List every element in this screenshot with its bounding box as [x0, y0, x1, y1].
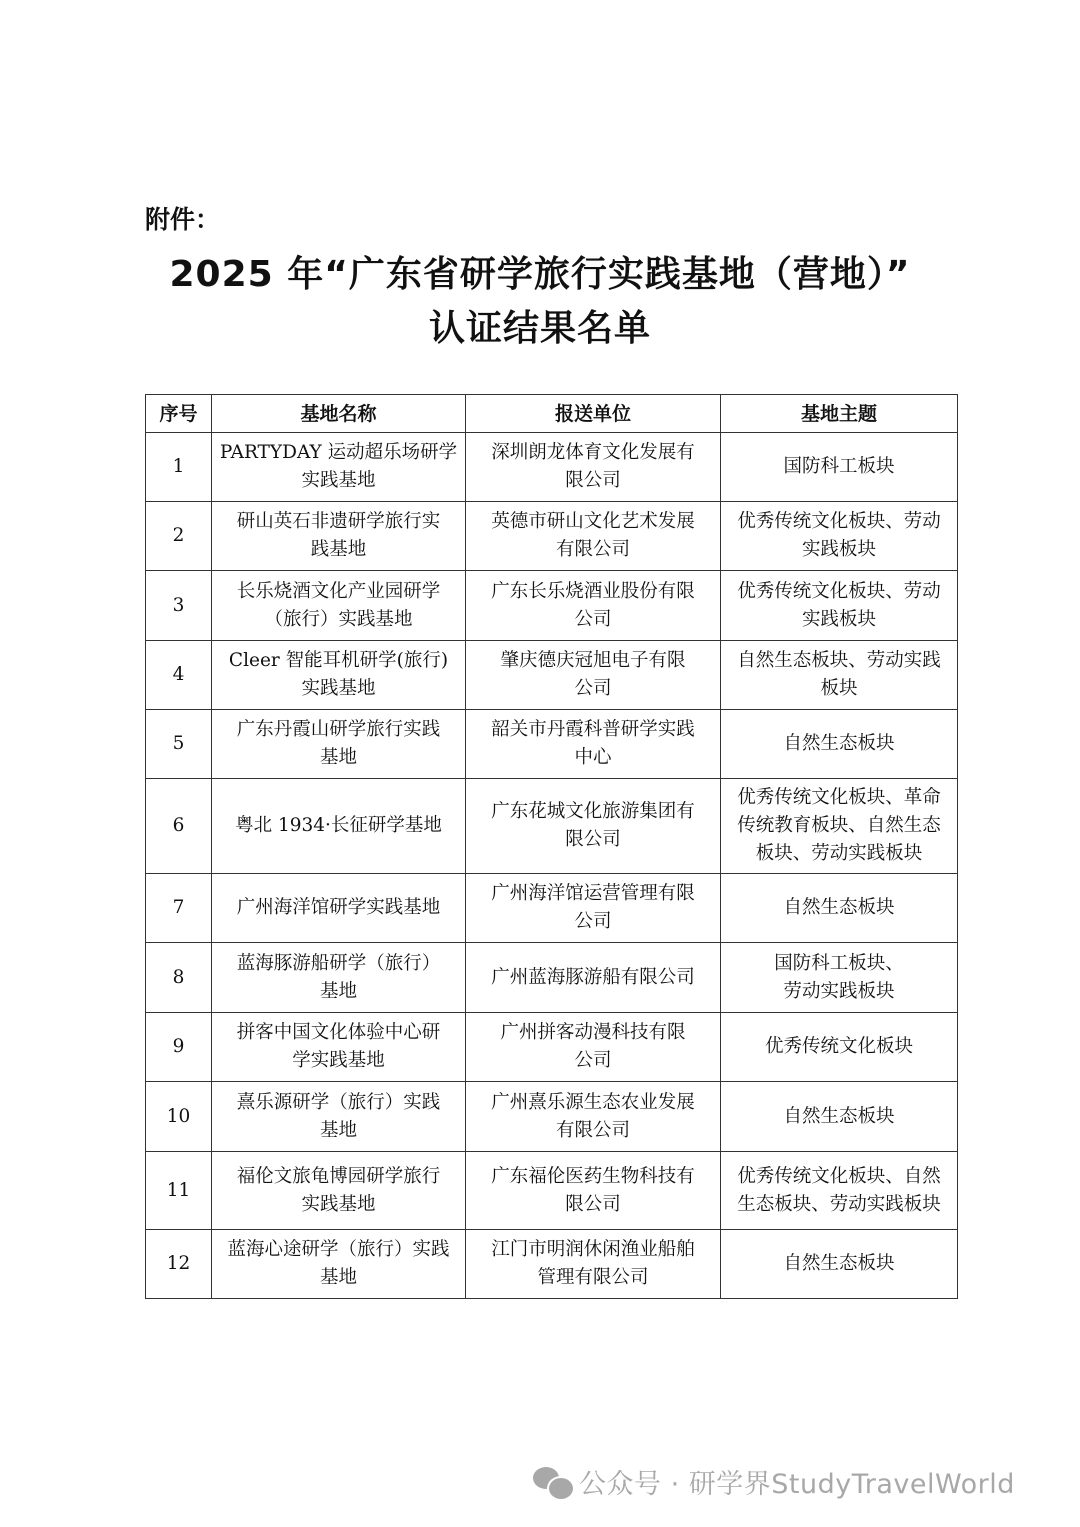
cell-line: 深圳朗龙体育文化发展有 — [491, 442, 695, 463]
cell-line: 学实践基地 — [292, 1050, 385, 1071]
cell-no: 8 — [146, 943, 212, 1013]
cell-line: 基地 — [319, 1267, 357, 1288]
cell-no: 6 — [146, 779, 212, 874]
document-title-line1: 2025 年“广东省研学旅行实践基地（营地）” — [169, 254, 911, 295]
cell-name — [212, 710, 466, 779]
cell-theme — [721, 874, 958, 943]
cell-name — [212, 943, 466, 1013]
cell-line: 实践板块 — [801, 608, 876, 630]
cell-line: 广东福伦医药生物科技有 — [491, 1165, 695, 1187]
cell-no: 12 — [146, 1230, 212, 1299]
cell-line: 英德市研山文化艺术发展 — [491, 511, 695, 532]
cell-theme — [721, 1013, 958, 1082]
cell-line: 自然生态板块 — [783, 1253, 895, 1274]
cell-line: 优秀传统文化板块、劳动 — [737, 511, 941, 532]
cell-theme — [721, 710, 958, 779]
attachment-label: 附件： — [145, 205, 221, 234]
cell-line: 管理有限公司 — [537, 1267, 649, 1288]
cell-unit — [466, 1152, 721, 1230]
cell-theme — [721, 641, 958, 710]
cell-line: 基地 — [319, 1119, 357, 1141]
cell-line: 公司 — [574, 1050, 612, 1071]
cell-unit — [466, 433, 721, 502]
cell-name — [212, 779, 466, 874]
cell-theme — [721, 433, 958, 502]
cell-unit — [466, 779, 721, 874]
cell-no: 3 — [146, 571, 212, 641]
table-row — [146, 1013, 958, 1082]
cell-line: 有限公司 — [555, 1119, 630, 1141]
cell-line: 传统教育板块、自然生态 — [737, 815, 941, 836]
cell-no: 7 — [146, 874, 212, 943]
cell-line: 自然生态板块、劳动实践 — [737, 650, 941, 671]
cell-theme — [721, 571, 958, 641]
document-title-line2: 认证结果名单 — [428, 308, 651, 349]
table-row — [146, 641, 958, 710]
cell-line: 研山英石非遗研学旅行实 — [236, 511, 441, 532]
table-row — [146, 710, 958, 779]
cell-theme — [721, 779, 958, 874]
wechat-icon — [533, 1465, 571, 1499]
cell-line: 自然生态板块 — [783, 897, 895, 918]
cell-unit — [466, 571, 721, 641]
cell-line: 广州熹乐源生态农业发展 — [491, 1091, 695, 1113]
cell-line: 实践基地 — [301, 470, 376, 491]
cell-line: 广州拼客动漫科技有限 — [500, 1022, 686, 1043]
cell-line: 韶关市丹霞科普研学实践 — [491, 719, 695, 740]
header-name: 基地名称 — [212, 395, 466, 433]
cell-name — [212, 433, 466, 502]
cell-name — [212, 1082, 466, 1152]
cell-line: 公司 — [574, 678, 612, 699]
cell-line: 拼客中国文化体验中心研 — [236, 1022, 441, 1043]
cell-line: 广东花城文化旅游集团有 — [491, 801, 695, 822]
cell-name — [212, 1230, 466, 1299]
footer-text: 公众号 · 研学界StudyTravelWorld — [579, 1469, 1015, 1500]
cell-line: 基地 — [319, 747, 357, 768]
cell-no: 2 — [146, 502, 212, 571]
cell-name — [212, 1152, 466, 1230]
cell-line: 实践基地 — [301, 1193, 376, 1215]
cell-line: 广州海洋馆运营管理有限 — [491, 883, 695, 904]
cell-no: 5 — [146, 710, 212, 779]
header-theme: 基地主题 — [721, 395, 958, 433]
cell-line: 优秀传统文化板块 — [764, 1036, 913, 1057]
cell-unit — [466, 943, 721, 1013]
cell-line: 践基地 — [310, 539, 367, 560]
cell-line: 广州海洋馆研学实践基地 — [236, 897, 441, 918]
results-table — [145, 394, 958, 1299]
cell-line: 劳动实践板块 — [783, 980, 895, 1002]
cell-line: 限公司 — [565, 829, 621, 850]
cell-line: 肇庆德庆冠旭电子有限 — [500, 650, 686, 671]
cell-line: 板块 — [820, 678, 858, 699]
cell-line: 生态板块、劳动实践板块 — [737, 1193, 941, 1215]
cell-line: 广州蓝海豚游船有限公司 — [491, 966, 695, 988]
cell-unit — [466, 641, 721, 710]
cell-line: 熹乐源研学（旅行）实践 — [236, 1091, 441, 1113]
cell-name — [212, 571, 466, 641]
cell-unit — [466, 710, 721, 779]
table-row — [146, 433, 958, 502]
cell-line: 板块、劳动实践板块 — [755, 843, 923, 864]
cell-line: 蓝海心途研学（旅行）实践 — [227, 1239, 450, 1260]
cell-name — [212, 1013, 466, 1082]
cell-theme — [721, 1230, 958, 1299]
table-row — [146, 779, 958, 874]
cell-line: 粤北 1934·长征研学基地 — [235, 815, 442, 836]
table-row — [146, 1152, 958, 1230]
cell-theme — [721, 943, 958, 1013]
table-row — [146, 1230, 958, 1299]
cell-line: 福伦文旅龟博园研学旅行 — [236, 1165, 441, 1187]
cell-line: 实践基地 — [301, 678, 376, 699]
cell-line: 国防科工板块、 — [774, 952, 904, 974]
cell-line: 限公司 — [565, 470, 621, 491]
table-body — [146, 433, 958, 1299]
header-no: 序号 — [146, 395, 212, 433]
cell-line: Cleer 智能耳机研学(旅行) — [228, 650, 449, 671]
cell-line: 公司 — [574, 911, 612, 932]
cell-line: 限公司 — [565, 1193, 621, 1215]
cell-line: 广东长乐烧酒业股份有限 — [491, 580, 695, 602]
table-row — [146, 571, 958, 641]
cell-theme — [721, 1152, 958, 1230]
watermark-footer — [533, 1462, 1015, 1501]
table-row — [146, 502, 958, 571]
cell-line: 有限公司 — [555, 539, 630, 560]
cell-line: 江门市明润休闲渔业船舶 — [491, 1239, 695, 1260]
cell-line: PARTYDAY 运动超乐场研学 — [219, 442, 458, 463]
cell-no: 4 — [146, 641, 212, 710]
cell-line: 基地 — [319, 980, 357, 1002]
cell-line: 中心 — [574, 747, 612, 768]
cell-theme — [721, 502, 958, 571]
cell-line: 国防科工板块 — [783, 456, 895, 477]
cell-line: 优秀传统文化板块、自然 — [737, 1165, 941, 1187]
cell-line: 自然生态板块 — [783, 1105, 895, 1127]
cell-unit — [466, 1013, 721, 1082]
cell-line: 长乐烧酒文化产业园研学 — [236, 580, 441, 602]
cell-line: 公司 — [574, 608, 612, 630]
table-header-row — [146, 395, 958, 433]
cell-name — [212, 641, 466, 710]
cell-unit — [466, 502, 721, 571]
cell-no: 11 — [146, 1152, 212, 1230]
table-row — [146, 874, 958, 943]
cell-line: 自然生态板块 — [783, 733, 895, 754]
cell-theme — [721, 1082, 958, 1152]
cell-line: 蓝海豚游船研学（旅行） — [236, 952, 441, 974]
cell-unit — [466, 1230, 721, 1299]
header-unit: 报送单位 — [466, 395, 721, 433]
cell-line: 优秀传统文化板块、劳动 — [737, 580, 941, 602]
cell-unit — [466, 1082, 721, 1152]
cell-line: （旅行）实践基地 — [264, 608, 413, 630]
cell-line: 广东丹霞山研学旅行实践 — [236, 719, 441, 740]
cell-name — [212, 874, 466, 943]
cell-line: 实践板块 — [801, 539, 876, 560]
table-row — [146, 943, 958, 1013]
cell-no: 1 — [146, 433, 212, 502]
cell-name — [212, 502, 466, 571]
cell-unit — [466, 874, 721, 943]
cell-no: 10 — [146, 1082, 212, 1152]
table-row — [146, 1082, 958, 1152]
cell-no: 9 — [146, 1013, 212, 1082]
cell-line: 优秀传统文化板块、革命 — [737, 787, 941, 808]
